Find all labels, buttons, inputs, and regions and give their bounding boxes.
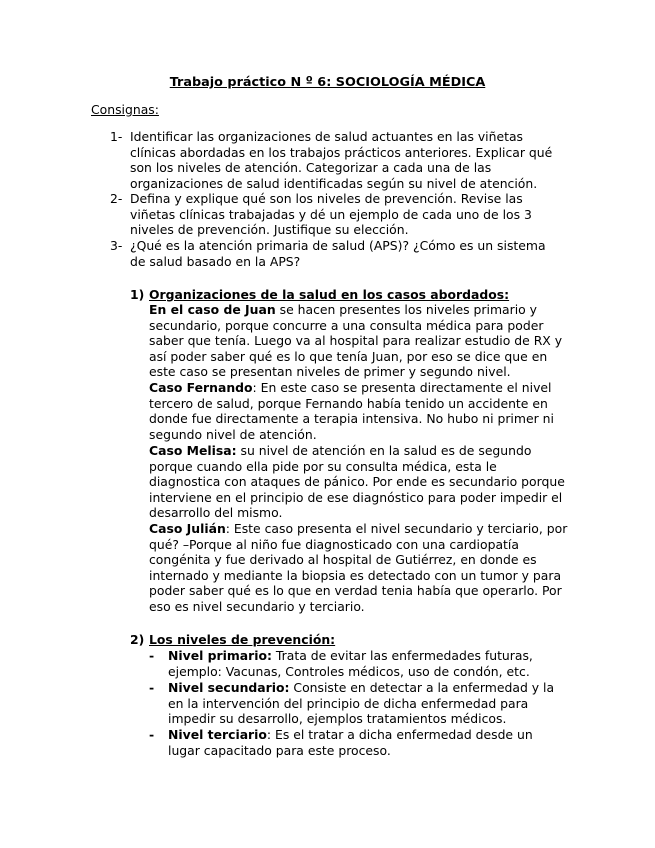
level-label: Nivel primario: [168,648,272,663]
case-text: : Este caso presenta el nivel secundario y terciario, por qué? –Porque al niño fue diagnosticado con una cardiopatía congénita y fue derivado al hospital de Gutiérrez, en donde es internado y mediante la biopsia es detectado con un tumor y para poder saber qué es lo que en verdad tenia había que operarlo. Por eso es nivel secundario y terciario. [149,521,568,614]
level-label: Nivel secundario: [168,680,290,695]
case-label: Caso Melisa: [149,443,237,458]
consigna-text: Defina y explique qué son los niveles de prevención. Revise las viñetas clínicas trabajadas y dé un ejemplo de cada uno de los 3 niveles de prevención. Justifique su elección. [130,191,532,238]
case-paragraph [149,380,569,442]
case-label: Caso Julián [149,521,226,536]
prevention-level [168,648,568,679]
consigna-number: 1- [110,129,123,144]
section-heading: Los niveles de prevención: [149,632,336,647]
case-text: : En este caso se presenta directamente el nivel tercero de salud, porque Fernando había tenido un accidente en donde fue directamente a terapia intensiva. No hubo ni primer ni segundo nivel de atención. [149,380,554,442]
consignas-label: Consignas: [91,102,159,117]
case-label: En el caso de Juan [149,302,276,317]
section-heading: Organizaciones de la salud en los casos abordados: [149,287,510,302]
case-text: su nivel de atención en la salud es de segundo porque cuando ella pide por su consulta médica, esta le diagnostica con ataques de pánico. Por ende es secundario porque interviene en el principio de ese diagnóstico para poder impedir el desarrollo del mismo. [149,443,565,521]
page-title: Trabajo práctico N º 6: SOCIOLOGÍA MÉDICA [169,75,486,90]
level-text: Trata de evitar las enfermedades futuras, ejemplo: Vacunas, Controles médicos, uso de condón, etc. [168,648,533,679]
level-label: Nivel terciario [168,727,267,742]
consigna-text: ¿Qué es la atención primaria de salud (APS)? ¿Cómo es un sistema de salud basado en la APS? [130,238,546,269]
consigna-number: 3- [110,238,123,253]
case-paragraph [149,302,569,380]
case-text: se hacen presentes los niveles primario y secundario, porque concurre a una consulta médica para poder saber que tenía. Luego va al hospital para realizar estudio de RX y así poder saber qué es lo que tenía Juan, por eso se dice que en este caso se presentan niveles de primer y segundo nivel. [149,302,563,380]
list-dash: - [149,727,155,742]
list-dash: - [149,680,155,695]
list-dash: - [149,648,155,663]
case-label: Caso Fernando [149,380,253,395]
prevention-level [168,727,568,758]
consigna-text: Identificar las organizaciones de salud actuantes en las viñetas clínicas abordadas en los trabajos prácticos anteriores. Explicar qué son los niveles de atención. Categorizar a cada una de las organizaciones de salud identificadas según su nivel de atención. [130,129,553,191]
section-number: 1) [130,287,145,302]
prevention-level [168,680,568,727]
section-number: 2) [130,632,145,647]
consigna-number: 2- [110,191,123,206]
level-text: Consiste en detectar a la enfermedad y la en la intervención del principio de dicha enfermedad para impedir su desarrollo, ejemplos tratamientos médicos. [168,680,555,727]
case-paragraph [149,443,569,521]
case-paragraph [149,521,569,615]
level-text: : Es el tratar a dicha enfermedad desde un lugar capacitado para este proceso. [168,727,533,758]
